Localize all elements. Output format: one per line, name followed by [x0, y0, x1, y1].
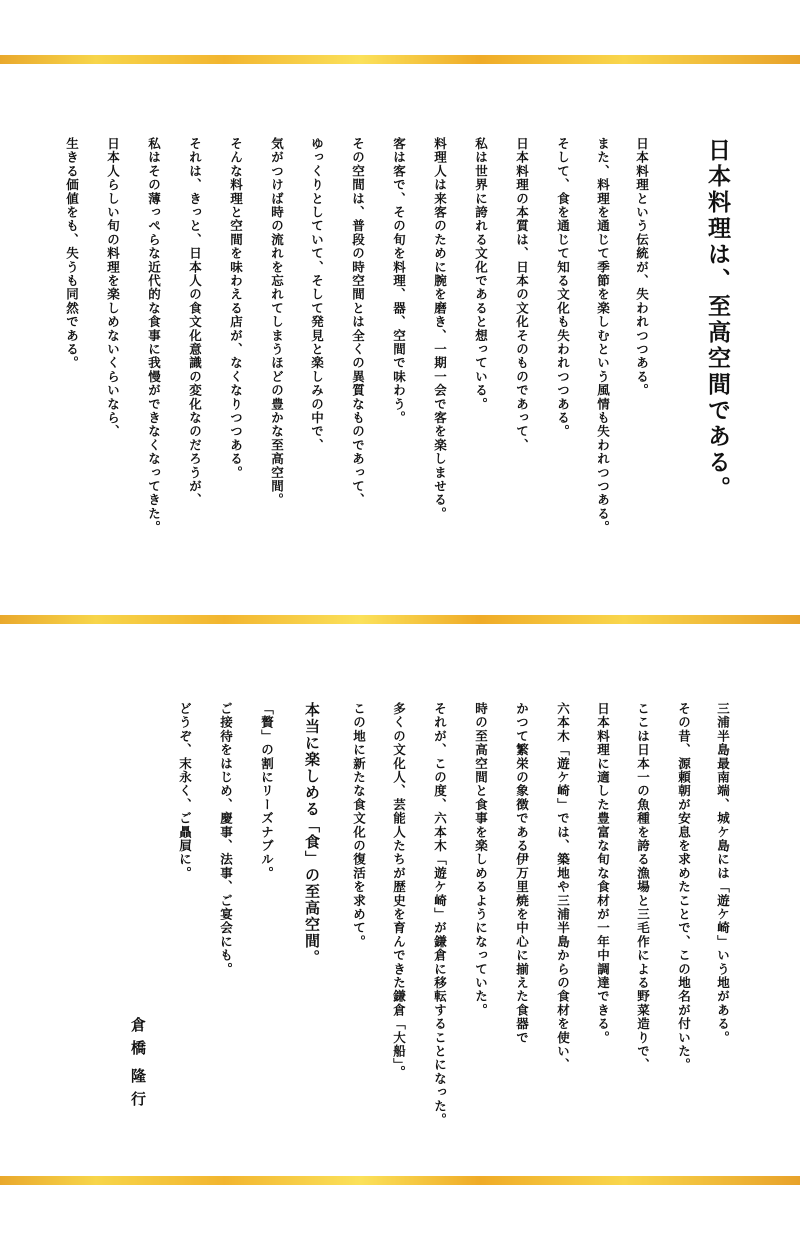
text-line: 「贅」の割にリーズナブル。: [259, 702, 275, 881]
text-line: 私はその薄っぺらな近代的な食事に我慢ができなくなってきた。: [146, 137, 162, 535]
text-line: どうぞ、末永く、ご贔屓に。: [177, 702, 193, 881]
gold-divider-bottom: [0, 1176, 800, 1185]
text-line: 日本料理という伝統が、失われつつある。: [634, 137, 650, 398]
text-line: 多くの文化人、芸能人たちが歴史を育んできた鎌倉「大船」。: [391, 702, 407, 1080]
text-line: 日本料理の本質は、日本の文化そのものであって、: [514, 137, 530, 453]
text-line: また、料理を通じて季節を楽しむという風情も失われつつある。: [595, 137, 611, 535]
text-line: 料理人は来客のために腕を磨き、一期一会で客を楽しませる。: [432, 137, 448, 521]
highlight-line: 本当に楽しめる「食」の至高空間。: [303, 702, 321, 966]
text-line: 気がつけば時の流れを忘れてしまうほどの豊かな至高空間。: [269, 137, 285, 507]
gold-divider-top: [0, 55, 800, 64]
text-line: ゆっくりとしていて、そして発見と楽しみの中で、: [309, 137, 325, 453]
text-line: 私は世界に誇れる文化であると想っている。: [473, 137, 489, 411]
text-line: その昔、源頼朝が安息を求めたことで、この地名が付いた。: [676, 702, 692, 1072]
signature-surname: 倉橋: [129, 1017, 147, 1063]
text-line: ここは日本一の魚種を誇る漁場と三毛作による野菜造りで、: [635, 702, 651, 1072]
text-line: それは、きっと、日本人の食文化意識の変化なのだろうが、: [187, 137, 203, 507]
text-line: そして、食を通じて知る文化も失われつつある。: [555, 137, 571, 439]
text-line: かつて繁栄の象徴である伊万里焼を中心に揃えた食器で: [514, 702, 530, 1045]
signature-given-name: 隆行: [129, 1068, 147, 1114]
text-line: ご接待をはじめ、慶事、法事、ご宴会にも。: [218, 702, 234, 976]
text-line: 日本料理に適した豊富な旬な食材が一年中調達できる。: [595, 702, 611, 1045]
text-line: この地に新たな食文化の復活を求めて。: [351, 702, 367, 949]
text-line: そんな料理と空間を味わえる店が、なくなりつつある。: [228, 137, 244, 480]
page-title: 日本料理は、至高空間である。: [704, 138, 731, 502]
text-line: 時の至高空間と食事を楽しめるようになっていた。: [473, 702, 489, 1018]
text-line: 三浦半島最南端、城ケ島には「遊ケ崎」いう地がある。: [715, 702, 731, 1045]
text-line: それが、この度、六本木「遊ケ崎」が鎌倉に移転することになった。: [432, 702, 448, 1127]
text-line: 六本木「遊ケ崎」では、築地や三浦半島からの食材を使い、: [555, 702, 571, 1072]
text-line: 日本人らしい旬の料理を楽しめないくらいなら、: [105, 137, 121, 439]
text-line: 生きる価値をも、失うも同然である。: [64, 137, 80, 370]
gold-divider-middle: [0, 615, 800, 624]
text-line: その空間は、普段の時空間とは全くの異質なものであって、: [350, 137, 366, 507]
text-line: 客は客で、その旬を料理、器、空間で味わう。: [391, 137, 407, 425]
